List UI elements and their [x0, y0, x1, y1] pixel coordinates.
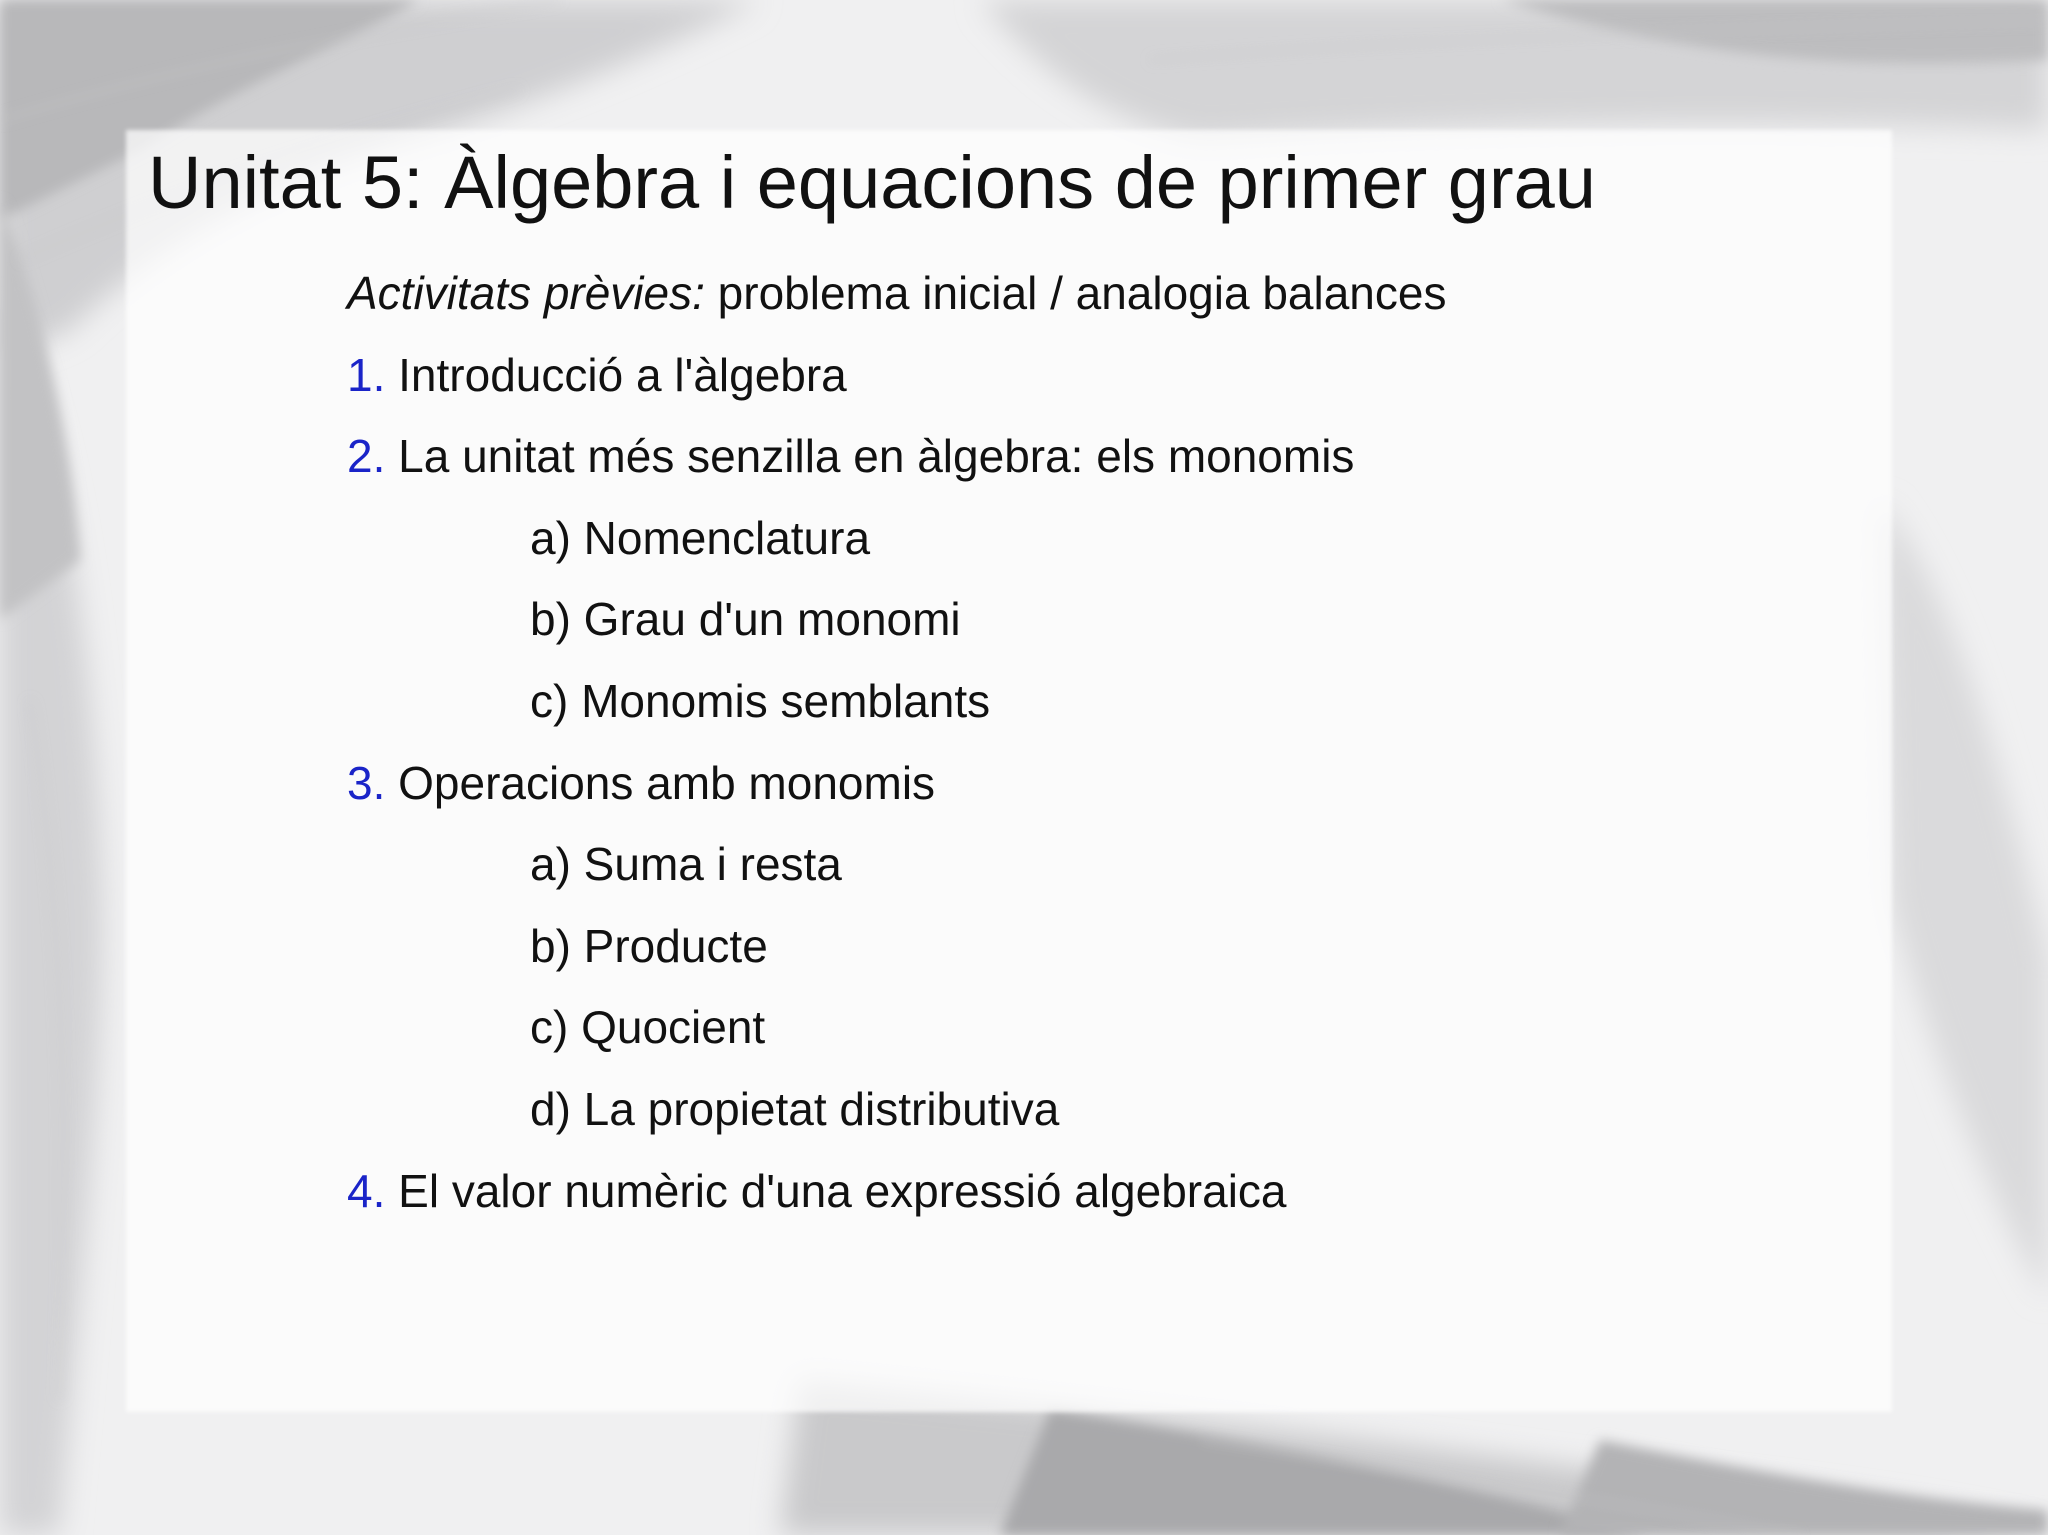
outline-subitem: b) Grau d'un monomi [530, 593, 961, 646]
item-text: Operacions amb monomis [385, 756, 936, 809]
outline-subitem: a) Nomenclatura [530, 511, 871, 564]
outline-subitem: c) Monomis semblants [530, 674, 991, 727]
outline-subitem: a) Suma i resta [530, 838, 842, 891]
outline-list [347, 259, 1446, 1238]
item-text: La unitat més senzilla en àlgebra: els monomis [385, 430, 1355, 483]
outline-item [347, 1157, 1446, 1239]
item-number: 3. [347, 756, 386, 809]
outline-subitem: c) Quocient [530, 1001, 766, 1054]
item-number: 1. [347, 348, 386, 401]
item-text: Introducció a l'àlgebra [385, 348, 847, 401]
intro-text: problema inicial / analogia balances [704, 267, 1447, 319]
item-number: 4. [347, 1164, 386, 1217]
outline-subitem: d) La propietat distributiva [530, 1082, 1060, 1135]
slide-title: Unitat 5: Àlgebra i equacions de primer grau [148, 141, 1596, 224]
intro-line [347, 259, 1446, 341]
outline-item [347, 341, 1446, 423]
outline-item [347, 749, 1446, 831]
item-number: 2. [347, 430, 386, 483]
item-text: El valor numèric d'una expressió algebraica [385, 1164, 1287, 1217]
outline-subitem: b) Producte [530, 919, 768, 972]
outline-item [347, 422, 1446, 504]
intro-label: Activitats prèvies: [347, 267, 705, 319]
